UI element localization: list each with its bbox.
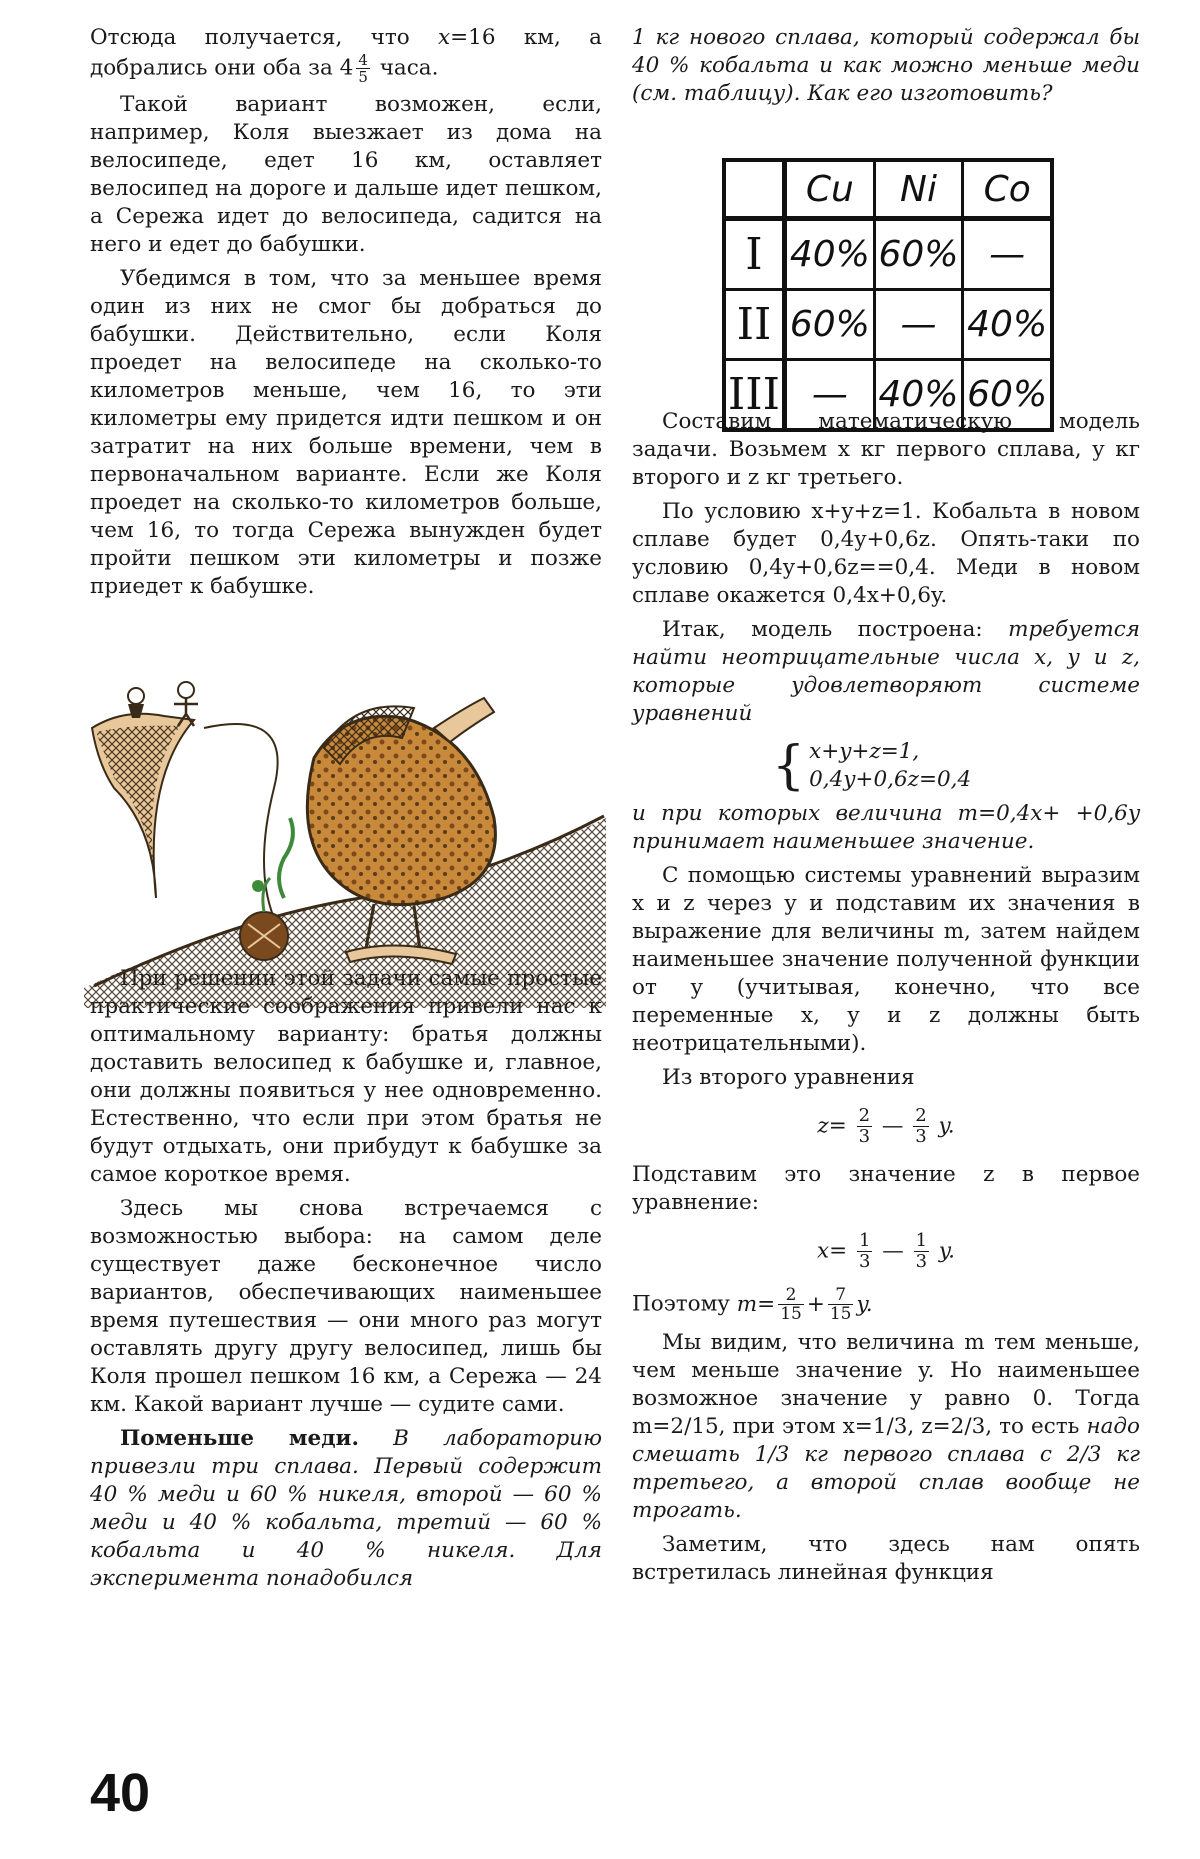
table-row-label: II <box>724 290 784 360</box>
table-cell: 40% <box>874 360 963 430</box>
table-row-label: III <box>724 360 784 430</box>
equation-system <box>772 738 1140 794</box>
right-paragraph-8: Подставим это значение z в первое уравнение: <box>632 1162 1140 1215</box>
table-cell: 40% <box>963 290 1052 360</box>
left-paragraph-2: Такой вариант возможен, если, например, Коля выезжает из дома на велосипеде, едет 16 км, оставляет велосипед на дороге и дальше идет пешком, а Сережа идет до велосипеда, садится на него и едет до бабушки. <box>90 92 602 257</box>
right-paragraph-7: Из второго уравнения <box>662 1065 915 1090</box>
table-row <box>724 290 1052 360</box>
formula-x: x= $\frac{1}{3}$ — $\frac{1}{3}$ y. <box>816 1230 956 1272</box>
right-paragraph-6: С помощью системы уравнений выразим x и z через y и подставим их значения в выражение для величины m, затем найдем наименьшее значение полученной функции от y (учитывая, конечно, что все переменные x, y и z должны быть неотрицательными). <box>632 863 1140 1056</box>
left-paragraph-5: Здесь мы снова встречаемся с возможностью выбора: на самом деле существует даже бесконечное число вариантов, обеспечивающих наименьшее время путешествия — они много раз могут оставлять другу другу велосипед, лишь бы Коля прошел пешком 16 км, а Сережа — 24 км. Какой вариант лучше — судите сами. <box>90 1196 602 1417</box>
right-paragraph-10: Мы видим, что величина m тем меньше, чем меньше значение y. Но наименьшее возможное значение y равно 0. Тогда m=2/15, при этом x=1/3, z=2/3, то есть надо смешать 1/3 кг первого сплава с 2/3 кг третьего, а второй сплав вообще не трогать. <box>632 1330 1140 1523</box>
table-header-cell: Co <box>963 160 1052 219</box>
table-cell: 40% <box>784 219 874 290</box>
table-header-cell: Cu <box>784 160 874 219</box>
formula-m: Поэтому m= $\frac{2}{15}$ + $\frac{7}{15}$ y. <box>632 1285 873 1324</box>
left-paragraph-6: Поменьше меди. В лабораторию привезли три сплава. Первый содержит 40 % меди и 60 % никеля, второй — 60 % меди и 40 % кобальта, третий — 60 % кобальта и 40 % никеля. Для эксперимента понадобился <box>90 1426 602 1591</box>
equation-1: x+y+z=1, <box>809 739 920 764</box>
table-header-row <box>724 160 1052 219</box>
table-cell: — <box>874 290 963 360</box>
cartoon-illustration <box>84 668 606 1008</box>
table-row <box>724 219 1052 290</box>
alloy-table <box>722 158 1054 432</box>
right-paragraph-1: 1 кг нового сплава, который содержал бы 40 % кобальта и как можно меньше меди (см. таблицу). Как его изготовить? <box>632 25 1140 106</box>
table-cell: 60% <box>963 360 1052 430</box>
table-row-label: I <box>724 219 784 290</box>
left-paragraph-1: Отсюда получается, что x=16 км, а добрались они оба за 4 $\frac{4}{5}$ часа. <box>90 25 602 86</box>
page-number: 40 <box>90 1763 151 1823</box>
left-paragraph-3: Убедимся в том, что за меньшее время один из них не смог бы добраться до бабушки. Действительно, если Коля проедет на велосипеде на сколько-то километров меньше, чем 16, то эти километры ему придется идти пешком и он затратит на них больше времени, чем в первоначальном варианте. Если же Коля проедет на сколько-то километров больше, чем 16, то тогда Сережа вынужден будет пройти пешком эти километры и позже приедет к бабушке. <box>90 266 602 599</box>
table-cell: — <box>963 219 1052 290</box>
left-paragraph-4: оптимальному варианту: братья должны доставить велосипед к бабушке и, главное, они должны появиться у нее одновременно. Естественно, что если при этом братья не будут отдыхать, они прибудут к бабушке за самое короткое время. <box>90 1022 602 1187</box>
table-row <box>724 360 1052 430</box>
table-corner-cell <box>724 160 784 219</box>
brace-symbol: { <box>772 736 806 796</box>
right-paragraph-2: Составим математическую модель задачи. Возьмем x кг первого сплава, y кг второго и z кг третьего. <box>632 409 1140 490</box>
table-cell: 60% <box>874 219 963 290</box>
fraction-four-fifths: $\frac{4}{5}$ <box>358 51 368 86</box>
equation-2: 0,4y+0,6z=0,4 <box>809 767 972 792</box>
right-paragraph-4: Итак, модель построена: требуется найти неотрицательные числа x, y и z, которые удовлетворяют системе уравнений <box>632 617 1140 726</box>
right-paragraph-11: Заметим, что здесь нам опять встретилась линейная функция <box>632 1532 1140 1585</box>
right-paragraph-5: и при которых величина m=0,4x+ +0,6y принимает наименьшее значение. <box>632 801 1140 854</box>
table-cell: 60% <box>784 290 874 360</box>
right-paragraph-3: По условию x+y+z=1. Кобальта в новом сплаве будет 0,4y+0,6z. Опять-таки по условию 0,4y+0,6z==0,4. Меди в новом сплаве окажется 0,4x+0,6y. <box>632 499 1140 608</box>
table-header-cell: Ni <box>874 160 963 219</box>
formula-z: z= $\frac{2}{3}$ — $\frac{2}{3}$ y. <box>817 1105 955 1147</box>
table-cell: — <box>784 360 874 430</box>
